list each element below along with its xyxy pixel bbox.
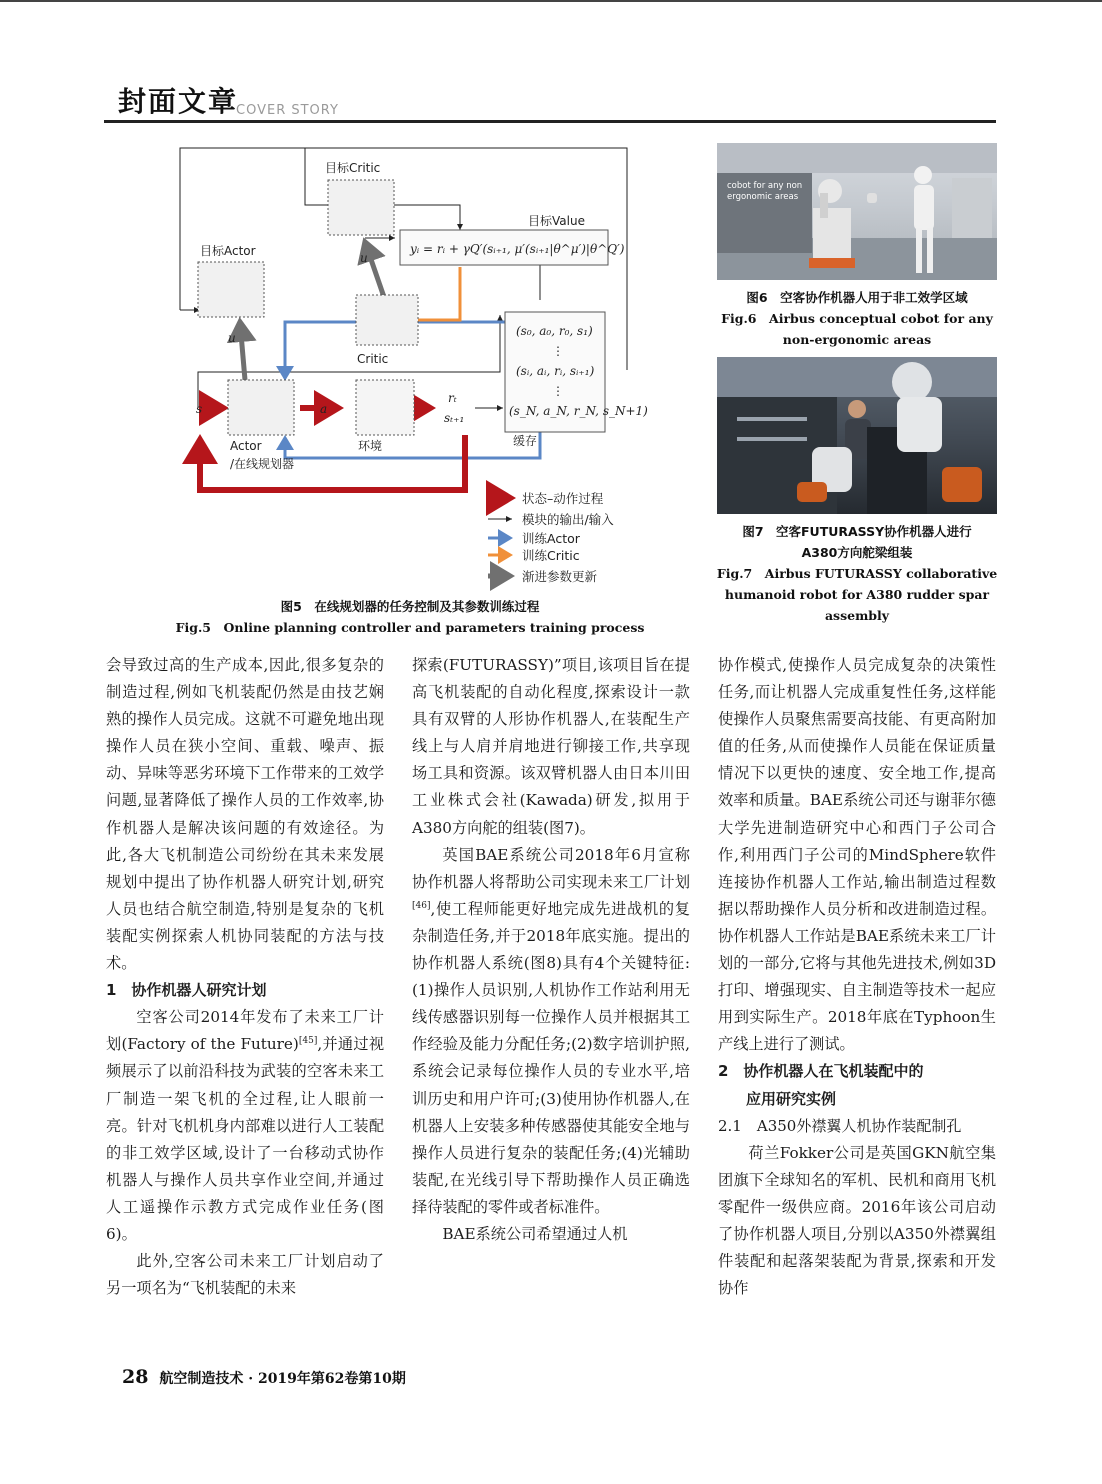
column-3	[718, 652, 996, 1302]
legend-item: 渐进参数更新	[522, 569, 598, 584]
paragraph: 荷兰Fokker公司是英国GKN航空集团旗下全球知名的军机、民机和商用飞机零配件一级供应商。2016年该公司启动了协作机器人项目,分别以A350外襟翼组件装配和起落架装配为背景,探索和开发协作	[718, 1143, 996, 1298]
figure5-diagram	[160, 140, 660, 595]
citation-ref: [46]	[412, 900, 431, 911]
buffer-dots-1: ⋮	[552, 344, 564, 358]
target-critic-label: 目标Critic	[325, 161, 381, 175]
target-actor-box	[198, 262, 264, 317]
figure5-caption	[160, 596, 660, 638]
figure6-photo	[717, 143, 997, 280]
u-label-top: u	[360, 251, 368, 265]
figure7-caption-en-1: Fig.7 Airbus FUTURASSY collaborative	[716, 566, 998, 581]
figure7-photo	[717, 357, 997, 514]
critic-box	[356, 295, 418, 345]
legend	[488, 491, 614, 584]
env-box	[356, 380, 414, 435]
section-subtitle: COVER STORY	[236, 103, 339, 118]
env-output-s: sₜ₊₁	[444, 411, 465, 425]
figure5-caption-en: Fig.5 Online planning controller and parameters training process	[175, 620, 645, 635]
figure7-caption-en-2: humanoid robot for A380 rudder spar	[724, 587, 990, 602]
figure6-overlay-text: cobot for any non ergonomic areas	[727, 181, 803, 202]
section-heading-1: 1 协作机器人研究计划	[106, 981, 267, 1000]
env-label: 环境	[358, 439, 383, 453]
critic-label: Critic	[357, 352, 389, 366]
env-output-r: rₜ	[448, 391, 457, 405]
legend-item: 训练Actor	[522, 531, 580, 546]
section-title: 封面文章	[118, 85, 239, 118]
figure7-caption-zh-2: A380方向舵梁组装	[801, 545, 913, 560]
page-number: 28	[122, 1366, 149, 1388]
figure7-caption-en-3: assembly	[824, 608, 890, 623]
citation-ref: [45]	[298, 1036, 318, 1047]
buffer-dots-2: ⋮	[552, 384, 564, 398]
buffer-row-2: (sᵢ, aᵢ, rᵢ, sᵢ₊₁)	[516, 364, 595, 378]
top-border-line	[0, 0, 1102, 2]
header-rule	[104, 120, 996, 123]
figure6-caption-en-1: Fig.6 Airbus conceptual cobot for any	[721, 311, 993, 326]
section-heading-2-line-1: 2 协作机器人在飞机装配中的	[718, 1062, 924, 1081]
target-actor-label: 目标Actor	[200, 244, 256, 258]
section-heading-2-line-2: 应用研究实例	[746, 1089, 837, 1108]
target-value-label: 目标Value	[528, 214, 585, 228]
figure6-illustration	[717, 143, 997, 280]
paragraph: 探索(FUTURASSY)”项目,该项目旨在提高飞机装配的自动化程度,探索设计一款具有双臂的人形协作机器人,在装配生产线上与人肩并肩地进行铆接工作,共享现场工具和资源。该双臂机器人由日本川田工业株式会社(Kawada)研发,拟用于A380方向舵的组装(图7)。	[412, 656, 690, 837]
subsection-heading: 2.1 A350外襟翼人机协作装配制孔	[718, 1116, 962, 1135]
legend-item: 训练Critic	[522, 548, 580, 563]
legend-item: 模块的输出/输入	[522, 512, 614, 527]
figure7-caption-zh-1: 图7 空客FUTURASSY协作机器人进行	[742, 524, 972, 539]
buffer-row-3: (s_N, a_N, r_N, s_N+1)	[509, 404, 648, 418]
target-value-formula: yᵢ = rᵢ + γQ′(sᵢ₊₁, μ′(sᵢ₊₁|θ^μ′)|θ^Q′)	[410, 242, 625, 256]
paragraph: 英国BAE系统公司2018年6月宣称协作机器人将帮助公司实现未来工厂计划[46],使工程师能更好地完成先进战机的复杂制造任务,并于2018年底实施。提出的协作机器人系统(图8)具有4个关键特征:(1)操作人员识别,人机协作工作站利用无线传感器识别每一位操作人员并根据其工作经验及能力分配任务;(2)数字培训护照,系统会记录每位操作人员的专业水平,培训历史和用户许可;(3)使用协作机器人,在机器人上安装多种传感器使其能安全地与操作人员进行复杂的装配任务;(4)光辅助装配,在光线引导下帮助操作人员正确选择待装配的零件或者标准件。	[412, 845, 690, 1216]
paragraph: 此外,空客公司未来工厂计划启动了另一项名为“飞机装配的未来	[106, 1252, 384, 1298]
paragraph: 空客公司2014年发布了未来工厂计划(Factory of the Future)[45],并通过视频展示了以前沿科技为武装的空客未来工厂制造一架飞机的全过程,让人眼前一亮。针对飞机机身内部难以进行人工装配的非工效学区域,设计了一台移动式协作机器人与操作人员共享作业空间,并通过人工遥操作示教方式完成作业任务(图6)。	[106, 1008, 385, 1243]
target-critic-box	[328, 180, 394, 235]
figure7-illustration	[717, 357, 997, 514]
paragraph: 会导致过高的生产成本,因此,很多复杂的制造过程,例如飞机装配仍然是由技艺娴熟的操作人员完成。这就不可避免地出现操作人员在狭小空间、重载、噪声、振动、异味等恶劣环境下工作带来的工效学问题,显著降低了操作人员的工作效率,协作机器人是解决该问题的有效途径。为此,各大飞机制造公司纷纷在其未来发展规划中提出了协作机器人研究计划,研究人员也结合航空制造,特别是复杂的飞机装配实例探索人机协同装配的方法与技术。	[106, 656, 384, 973]
figure7-caption	[712, 521, 1002, 626]
paragraph: 协作模式,使操作人员完成复杂的决策性任务,而让机器人完成重复性任务,这样能使操作人员聚焦需要高技能、有更高附加值的任务,从而使操作人员能在保证质量情况下以更快的速度、安全地工作,提高效率和质量。BAE系统公司还与谢菲尔德大学先进制造研究中心和西门子公司合作,利用西门子公司的MindSphere软件连接协作机器人工作站,输出制造过程数据以帮助操作人员分析和改进制造过程。协作机器人工作站是BAE系统未来工厂计划的一部分,它将与其他先进技术,例如3D打印、增强现实、自主制造等技术一起应用到实际生产。2018年底在Typhoon生产线上进行了测试。	[718, 656, 996, 1054]
state-label: s	[196, 402, 203, 416]
action-label: a	[320, 402, 328, 416]
buffer-label: 缓存	[513, 434, 538, 448]
page-footer	[122, 1366, 406, 1388]
actor-box	[228, 380, 294, 435]
paragraph: BAE系统公司希望通过人机	[442, 1224, 628, 1243]
legend-item: 状态–动作过程	[522, 491, 604, 506]
column-2	[412, 652, 690, 1248]
journal-info: 航空制造技术 · 2019年第62卷第10期	[159, 1371, 406, 1387]
buffer-row-1: (s₀, a₀, r₀, s₁)	[516, 324, 593, 338]
figure5-caption-zh: 图5 在线规划器的任务控制及其参数训练过程	[280, 599, 540, 614]
figure6-caption	[712, 287, 1002, 350]
figure6-caption-zh: 图6 空客协作机器人用于非工效学区域	[746, 290, 968, 305]
figure6-caption-en-2: non-ergonomic areas	[782, 332, 932, 347]
actor-label: Actor	[230, 439, 262, 453]
column-1	[106, 652, 384, 1302]
planner-label: /在线规划器	[230, 457, 295, 471]
u-label-left: u	[228, 331, 236, 345]
